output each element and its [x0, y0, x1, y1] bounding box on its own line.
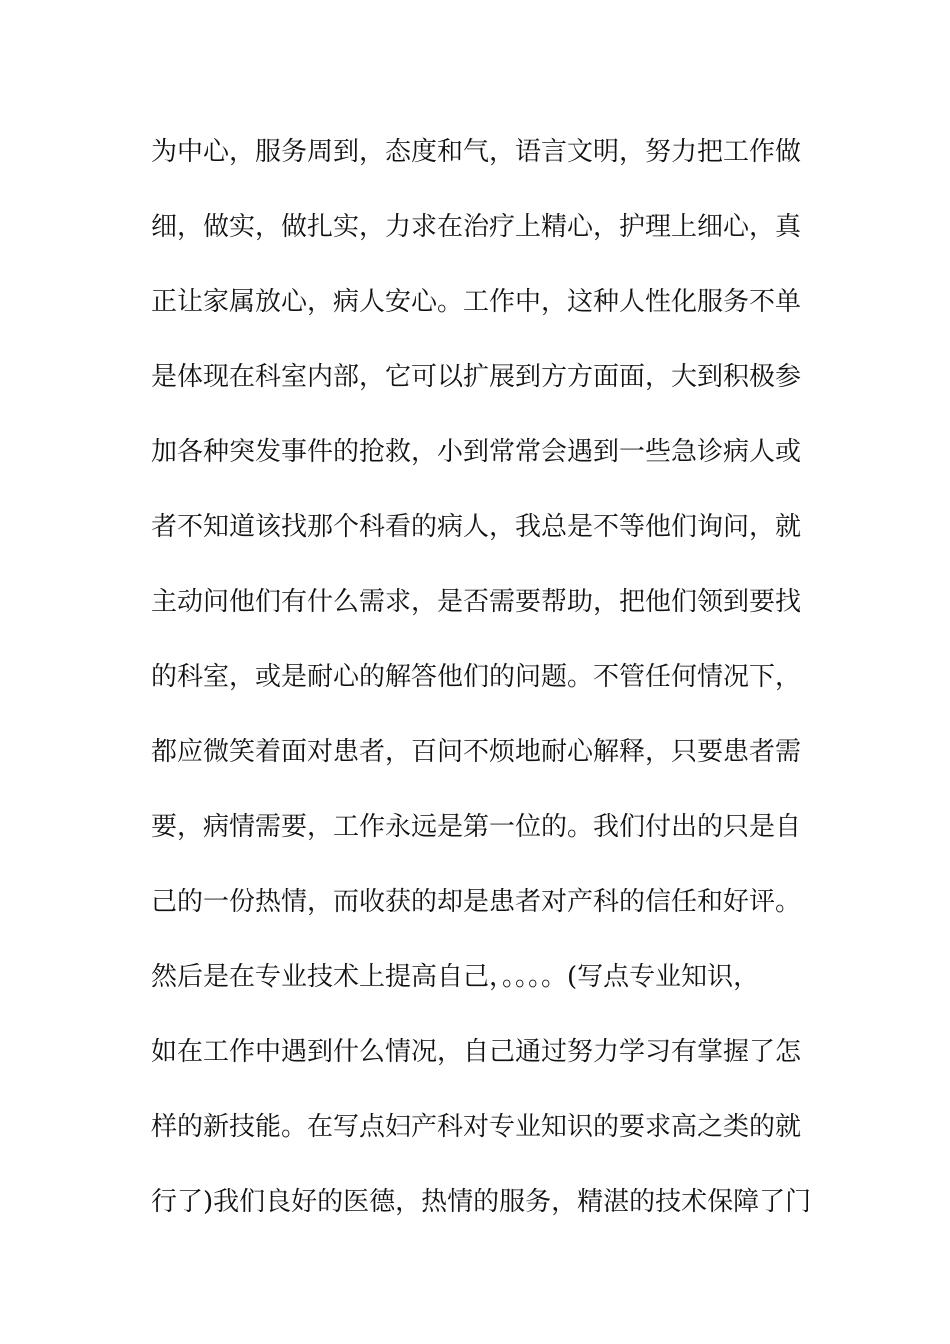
text-line: 行了)我们良好的医德，热情的服务，精湛的技术保障了门 [151, 1187, 812, 1217]
text-line: 主动问他们有什么需求，是否需要帮助，把他们领到要找 [151, 587, 802, 617]
text-line: 是体现在科室内部，它可以扩展到方方面面，大到积极参 [151, 362, 802, 392]
text-line: 为中心，服务周到，态度和气，语言文明，努力把工作做 [151, 137, 802, 167]
body-text [151, 129, 811, 1254]
text-line: 如在工作中遇到什么情况，自己通过努力学习有掌握了怎 [151, 1037, 802, 1067]
text-line: 己的一份热情，而收获的却是患者对产科的信任和好评。 [151, 887, 802, 917]
text-line: 者不知道该找那个科看的病人，我总是不等他们询问，就 [151, 512, 802, 542]
text-line: 加各种突发事件的抢救，小到常常会遇到一些急诊病人或 [151, 437, 802, 467]
text-line: 细，做实，做扎实，力求在治疗上精心，护理上细心，真 [151, 212, 802, 242]
text-line: 然后是在专业技术上提高自己，。。。。(写点专业知识， [151, 962, 760, 992]
text-line: 的科室，或是耐心的解答他们的问题。不管任何情况下， [151, 662, 802, 692]
text-line: 正让家属放心，病人安心。工作中，这种人性化服务不单 [151, 287, 802, 317]
text-line: 都应微笑着面对患者，百问不烦地耐心解释，只要患者需 [151, 737, 802, 767]
text-line: 要，病情需要，工作永远是第一位的。我们付出的只是自 [151, 812, 802, 842]
text-line: 样的新技能。在写点妇产科对专业知识的要求高之类的就 [151, 1112, 802, 1142]
